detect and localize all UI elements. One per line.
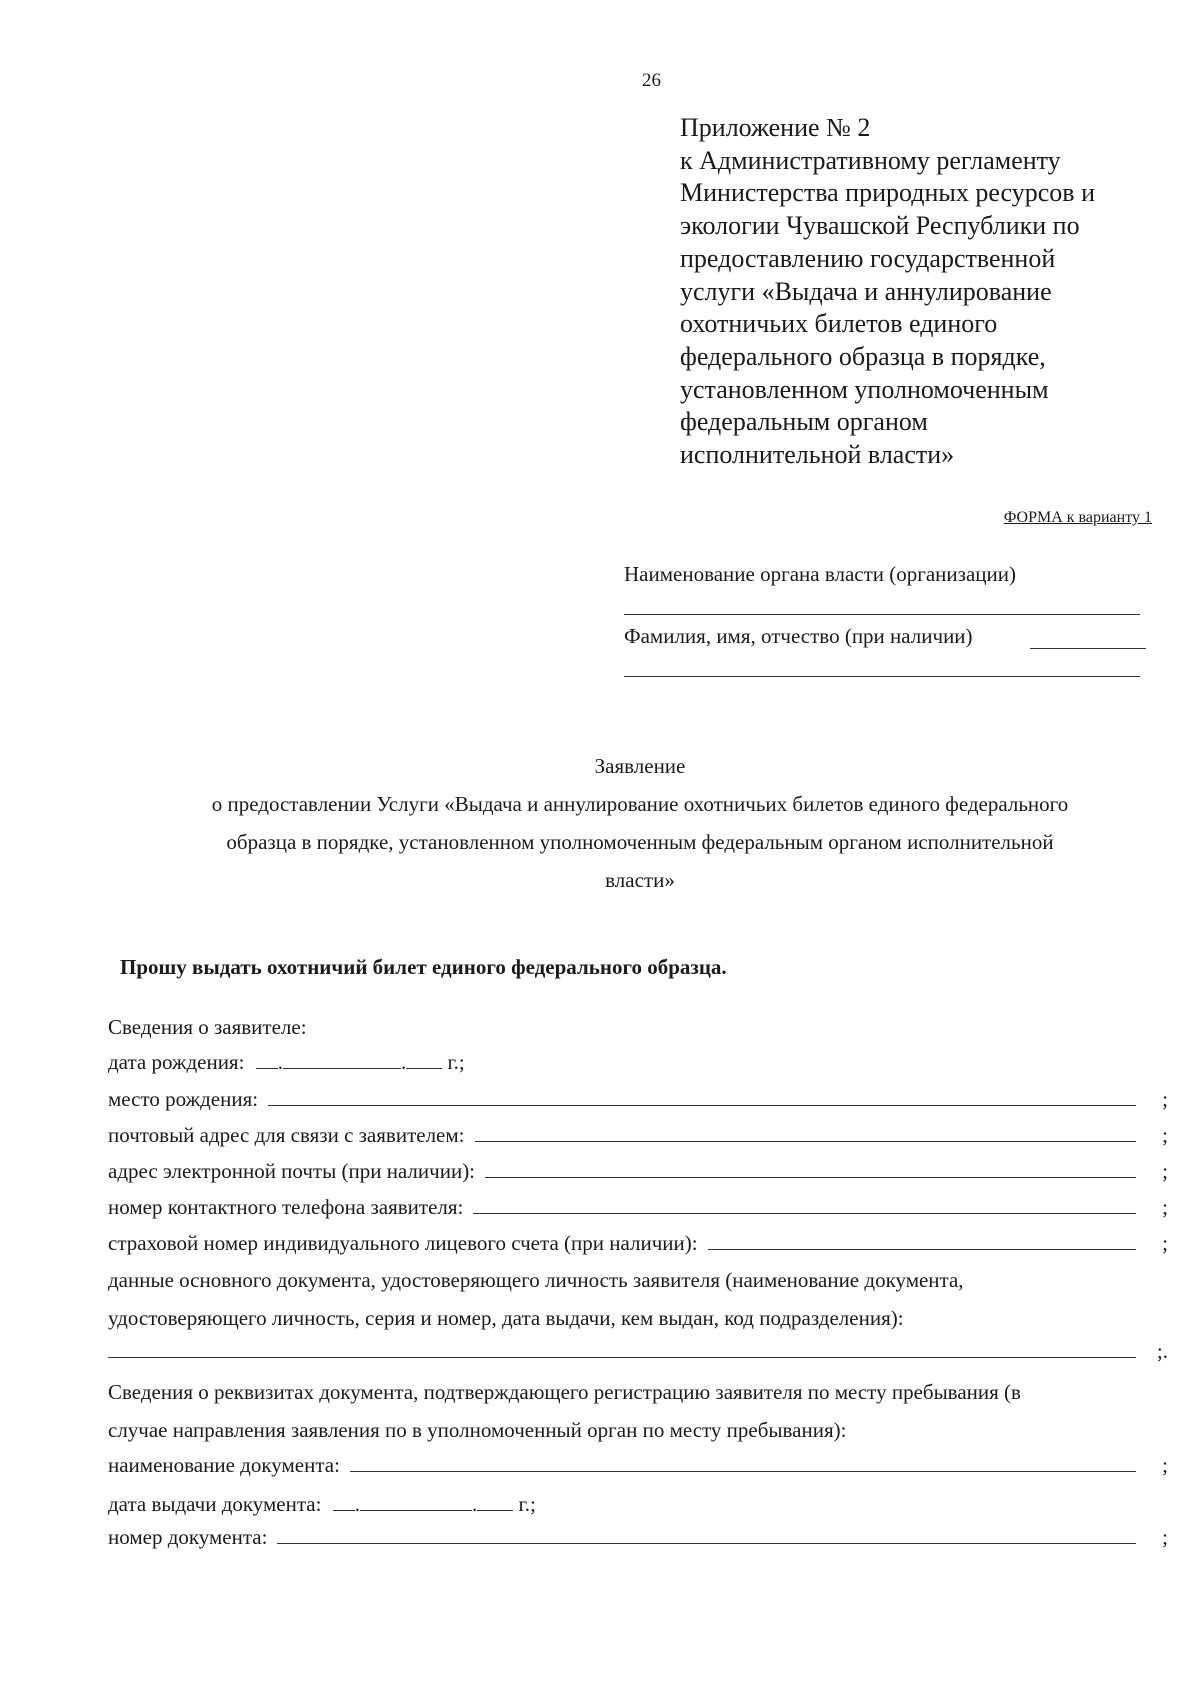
email-label: адрес электронной почты (при наличии): — [108, 1159, 476, 1183]
statement-title: Заявление — [594, 754, 686, 778]
statement-subtitle-line: власти» — [605, 868, 675, 892]
reg-doc-date-label: дата выдачи документа: — [108, 1492, 322, 1516]
fio-line[interactable] — [624, 676, 1140, 677]
appendix-block — [680, 112, 1160, 472]
birth-year-field[interactable] — [406, 1068, 442, 1069]
appendix-line: исполнительной власти» — [680, 440, 955, 470]
page-number: 26 — [642, 70, 661, 91]
appendix-line: экологии Чувашской Республики по — [680, 211, 1080, 241]
authority-line[interactable] — [624, 614, 1140, 615]
postal-field[interactable] — [475, 1141, 1137, 1142]
birth-place-field[interactable] — [268, 1105, 1136, 1106]
semicolon: ; — [1162, 1231, 1168, 1255]
registration-heading-line: Сведения о реквизитах документа, подтверждающего регистрацию заявителя по месту пребывания (в — [108, 1380, 1021, 1404]
phone-label: номер контактного телефона заявителя: — [108, 1195, 464, 1219]
birth-date-label: дата рождения: — [108, 1050, 245, 1074]
reg-doc-day-field[interactable] — [333, 1510, 355, 1511]
birth-month-field[interactable] — [283, 1068, 401, 1069]
appendix-line: услуги «Выдача и аннулирование — [680, 276, 1052, 306]
reg-doc-name-label: наименование документа: — [108, 1453, 340, 1477]
birth-place-label: место рождения: — [108, 1087, 259, 1111]
snils-field[interactable] — [708, 1249, 1136, 1250]
appendix-line: установленном уполномоченным — [680, 374, 1049, 404]
appendix-line: предоставлению государственной — [680, 243, 1056, 273]
reg-doc-month-field[interactable] — [360, 1510, 472, 1511]
statement-subtitle-line: образца в порядке, установленном уполномоченным федеральным органом исполнительной — [226, 830, 1054, 854]
appendix-line: охотничьих билетов единого — [680, 309, 998, 339]
phone-field[interactable] — [473, 1213, 1136, 1214]
authority-label: Наименование органа власти (организации) — [624, 562, 1016, 586]
phone-row — [108, 1190, 1168, 1220]
reg-doc-year-field[interactable] — [477, 1510, 513, 1511]
fio-line-inline[interactable] — [1030, 648, 1146, 649]
semicolon-dot: ;. — [1156, 1339, 1168, 1363]
semicolon: ; — [1162, 1195, 1168, 1219]
birth-date-row: дата рождения: . . г.; — [108, 1050, 465, 1074]
fio-label: Фамилия, имя, отчество (при наличии) — [624, 624, 973, 648]
postal-label: почтовый адрес для связи с заявителем: — [108, 1123, 465, 1147]
request-text: Прошу выдать охотничий билет единого федерального образца. — [120, 955, 727, 979]
semicolon: ; — [1162, 1525, 1168, 1549]
birth-place-row — [108, 1082, 1168, 1112]
appendix-line: к Административному регламенту — [680, 145, 1061, 175]
reg-doc-date-row: дата выдачи документа: . . г.; — [108, 1492, 536, 1516]
id-doc-text-line: удостоверяющего личность, серия и номер, дата выдачи, кем выдан, код подразделения): — [108, 1306, 904, 1330]
appendix-line: Министерства природных ресурсов и — [680, 178, 1095, 208]
reg-doc-number-field[interactable] — [277, 1543, 1136, 1544]
reg-doc-number-row — [108, 1520, 1168, 1550]
reg-doc-name-field[interactable] — [350, 1471, 1136, 1472]
id-doc-field[interactable] — [108, 1357, 1136, 1358]
postal-row — [108, 1118, 1168, 1148]
snils-label: страховой номер индивидуального лицевого счета (при наличии): — [108, 1231, 698, 1255]
email-field[interactable] — [485, 1177, 1136, 1178]
reg-doc-number-label: номер документа: — [108, 1525, 268, 1549]
email-row — [108, 1154, 1168, 1184]
reg-doc-date-suffix: г.; — [518, 1492, 536, 1516]
appendix-line: федеральным органом — [680, 407, 928, 437]
semicolon: ; — [1162, 1087, 1168, 1111]
reg-doc-name-row — [108, 1448, 1168, 1478]
id-doc-row — [108, 1334, 1168, 1364]
form-variant-label: ФОРМА к варианту 1 — [1003, 509, 1152, 526]
semicolon: ; — [1162, 1159, 1168, 1183]
snils-row — [108, 1226, 1168, 1256]
birth-day-field[interactable] — [256, 1068, 278, 1069]
appendix-line: Приложение № 2 — [680, 113, 871, 142]
statement-subtitle-line: о предоставлении Услуги «Выдача и аннулирование охотничьих билетов единого федерального — [211, 792, 1069, 816]
registration-heading-line: случае направления заявления по в уполномоченный орган по месту пребывания): — [108, 1418, 847, 1442]
birth-date-suffix: г.; — [447, 1050, 465, 1074]
applicant-heading: Сведения о заявителе: — [108, 1015, 307, 1039]
semicolon: ; — [1162, 1453, 1168, 1477]
id-doc-text-line: данные основного документа, удостоверяющего личность заявителя (наименование документа, — [108, 1268, 964, 1292]
semicolon: ; — [1162, 1123, 1168, 1147]
appendix-line: федерального образца в порядке, — [680, 341, 1046, 371]
